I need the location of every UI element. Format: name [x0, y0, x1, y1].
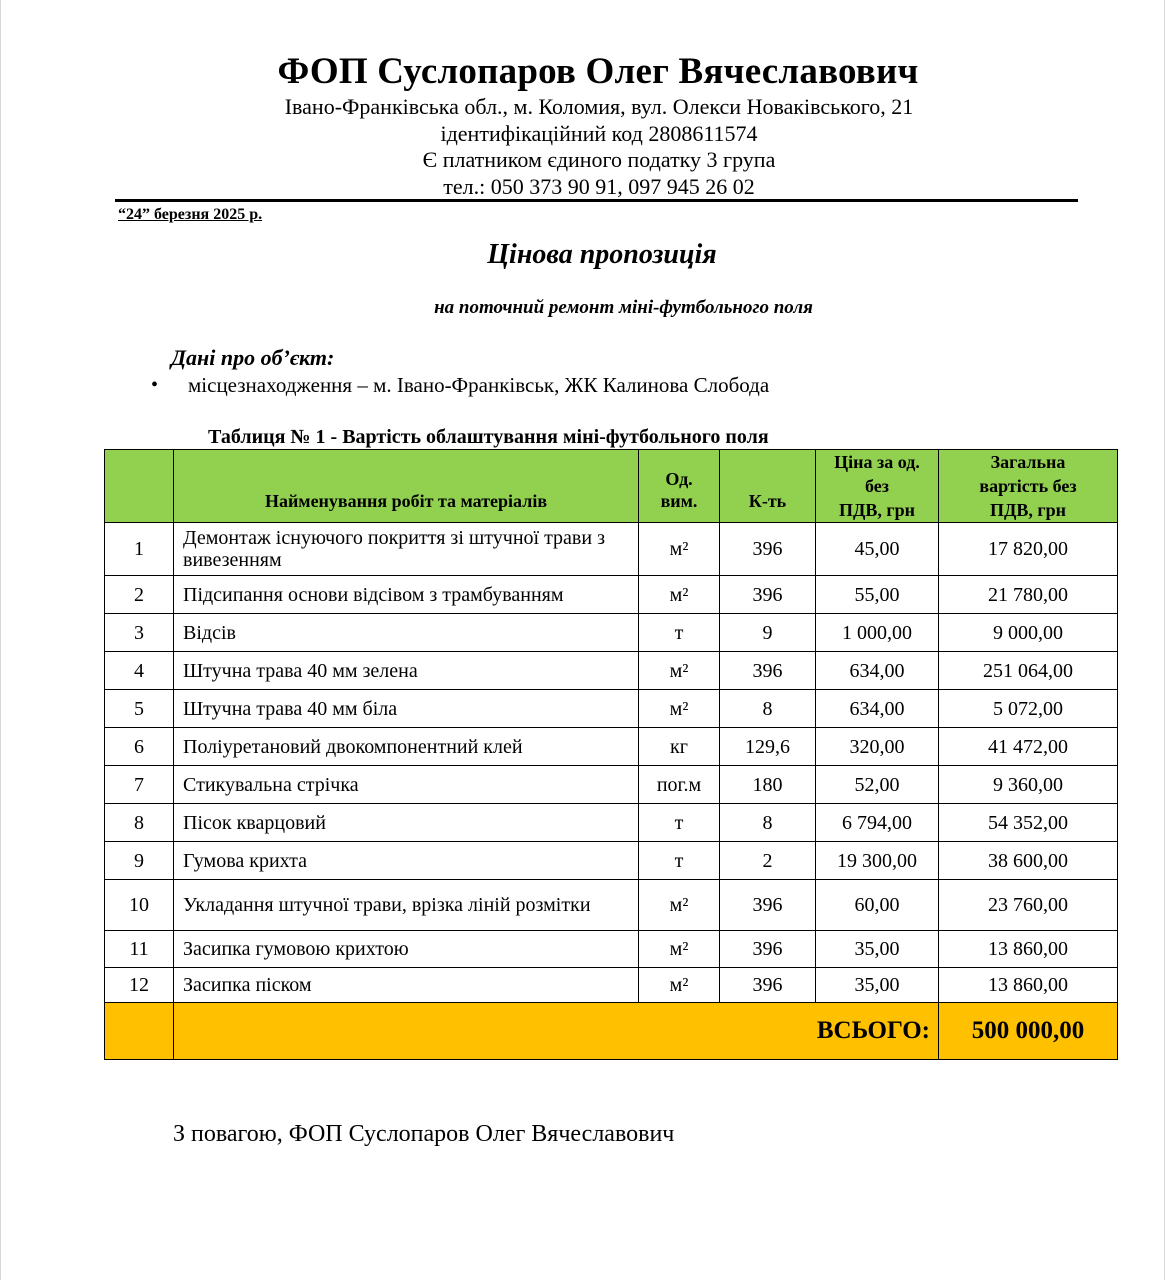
table-row: [105, 576, 1118, 614]
row-qty: 396: [720, 523, 816, 576]
row-name: Засипка гумовою крихтою: [174, 931, 639, 968]
header-divider: [115, 199, 1078, 202]
row-num: 8: [105, 804, 174, 842]
row-unit: м²: [639, 690, 720, 728]
row-num: 9: [105, 842, 174, 880]
row-num: 10: [105, 880, 174, 931]
row-total: 251 064,00: [939, 652, 1118, 690]
row-unit: т: [639, 842, 720, 880]
row-num: 3: [105, 614, 174, 652]
row-price: 60,00: [816, 880, 939, 931]
row-unit: м²: [639, 652, 720, 690]
row-qty: 396: [720, 968, 816, 1003]
table-row: [105, 842, 1118, 880]
row-qty: 180: [720, 766, 816, 804]
row-name: Гумова крихта: [174, 842, 639, 880]
col-header-unit-line2: вим.: [660, 491, 698, 511]
row-price: 45,00: [816, 523, 939, 576]
col-header-price-line2: без: [865, 476, 889, 496]
table-row: [105, 728, 1118, 766]
col-header-unit-line1: Од.: [665, 469, 693, 489]
table-row: [105, 880, 1118, 931]
row-unit: т: [639, 804, 720, 842]
col-header-total-line3: ПДВ, грн: [990, 500, 1066, 520]
document-date: “24” березня 2025 р.: [118, 206, 263, 223]
row-name: Укладання штучної трави, врізка ліній розмітки: [174, 880, 639, 931]
row-num: 12: [105, 968, 174, 1003]
row-num: 7: [105, 766, 174, 804]
row-name: Штучна трава 40 мм зелена: [174, 652, 639, 690]
row-num: 4: [105, 652, 174, 690]
row-total: 21 780,00: [939, 576, 1118, 614]
row-num: 11: [105, 931, 174, 968]
row-num: 6: [105, 728, 174, 766]
table-row: [105, 931, 1118, 968]
row-unit: м²: [639, 968, 720, 1003]
row-qty: 8: [720, 804, 816, 842]
row-total: 41 472,00: [939, 728, 1118, 766]
row-qty: 396: [720, 880, 816, 931]
table-row: [105, 614, 1118, 652]
bullet-icon: •: [151, 374, 159, 396]
row-qty: 9: [720, 614, 816, 652]
company-name: ФОП Суслопаров Олег Вячеславович: [277, 51, 919, 92]
row-qty: 129,6: [720, 728, 816, 766]
row-total: 9 360,00: [939, 766, 1118, 804]
row-name: Підсипання основи відсівом з трамбуванням: [174, 576, 639, 614]
row-total: 9 000,00: [939, 614, 1118, 652]
table-header-row: [105, 450, 1118, 523]
table-row: [105, 690, 1118, 728]
col-header-num: [105, 450, 174, 523]
row-num: 2: [105, 576, 174, 614]
company-id-code: ідентифікаційний код 2808611574: [440, 121, 758, 146]
row-price: 6 794,00: [816, 804, 939, 842]
row-unit: м²: [639, 931, 720, 968]
row-num: 1: [105, 523, 174, 576]
row-total: 54 352,00: [939, 804, 1118, 842]
row-qty: 8: [720, 690, 816, 728]
col-header-total-line2: вартість без: [979, 476, 1077, 496]
col-header-unit: [639, 450, 720, 523]
total-row-empty: [105, 1003, 174, 1060]
row-price: 320,00: [816, 728, 939, 766]
table-row: [105, 652, 1118, 690]
row-unit: м²: [639, 576, 720, 614]
row-qty: 396: [720, 652, 816, 690]
row-price: 52,00: [816, 766, 939, 804]
row-name: Пісок кварцовий: [174, 804, 639, 842]
table-caption: Таблиця № 1 - Вартість облаштування міні-футбольного поля: [208, 426, 769, 448]
object-info-heading: Дані про об’єкт:: [171, 345, 335, 370]
row-unit: м²: [639, 523, 720, 576]
company-phones: тел.: 050 373 90 91, 097 945 26 02: [443, 174, 755, 199]
row-total: 38 600,00: [939, 842, 1118, 880]
row-total: 5 072,00: [939, 690, 1118, 728]
row-price: 1 000,00: [816, 614, 939, 652]
col-header-total: [939, 450, 1118, 523]
row-price: 634,00: [816, 652, 939, 690]
table-row: [105, 523, 1118, 576]
row-unit: т: [639, 614, 720, 652]
row-name: Поліуретановий двокомпонентний клей: [174, 728, 639, 766]
company-address: Івано-Франківська обл., м. Коломия, вул. Олекси Новаківського, 21: [284, 94, 914, 119]
col-header-name-text: Найменування робіт та матеріалів: [264, 491, 548, 511]
row-unit: м²: [639, 880, 720, 931]
company-tax-status: Є платником єдиного податку 3 група: [422, 147, 776, 172]
row-total: 17 820,00: [939, 523, 1118, 576]
row-name: Відсів: [174, 614, 639, 652]
row-total: 13 860,00: [939, 931, 1118, 968]
row-unit: кг: [639, 728, 720, 766]
col-header-qty-text: К-ть: [748, 491, 787, 511]
row-num: 5: [105, 690, 174, 728]
row-total: 13 860,00: [939, 968, 1118, 1003]
row-price: 634,00: [816, 690, 939, 728]
document-title: Цінова пропозиція: [487, 239, 717, 270]
row-price: 55,00: [816, 576, 939, 614]
total-value: 500 000,00: [939, 1003, 1118, 1060]
col-header-price: [816, 450, 939, 523]
row-qty: 396: [720, 931, 816, 968]
row-price: 35,00: [816, 968, 939, 1003]
table-row: [105, 766, 1118, 804]
col-header-name: [174, 450, 639, 523]
col-header-price-line1: Ціна за од.: [834, 452, 920, 472]
row-name: Стикувальна стрічка: [174, 766, 639, 804]
row-qty: 396: [720, 576, 816, 614]
table-row: [105, 804, 1118, 842]
row-price: 35,00: [816, 931, 939, 968]
cost-table: [104, 449, 1118, 1060]
row-name: Штучна трава 40 мм біла: [174, 690, 639, 728]
row-price: 19 300,00: [816, 842, 939, 880]
row-qty: 2: [720, 842, 816, 880]
col-header-qty: [720, 450, 816, 523]
closing-signature: З повагою, ФОП Суслопаров Олег Вячеславович: [173, 1121, 675, 1147]
row-name: Засипка піском: [174, 968, 639, 1003]
col-header-price-line3: ПДВ, грн: [839, 500, 915, 520]
row-total: 23 760,00: [939, 880, 1118, 931]
row-name: Демонтаж існуючого покриття зі штучної трави з вивезенням: [174, 523, 639, 576]
table-total-row: [105, 1003, 1118, 1060]
document-subtitle: на поточний ремонт міні-футбольного поля: [434, 297, 813, 318]
object-location: місцезнаходження – м. Івано-Франківськ, ЖК Калинова Слобода: [188, 373, 770, 397]
total-label: ВСЬОГО:: [174, 1003, 939, 1060]
table-row: [105, 968, 1118, 1003]
col-header-total-line1: Загальна: [990, 452, 1066, 472]
row-unit: пог.м: [639, 766, 720, 804]
